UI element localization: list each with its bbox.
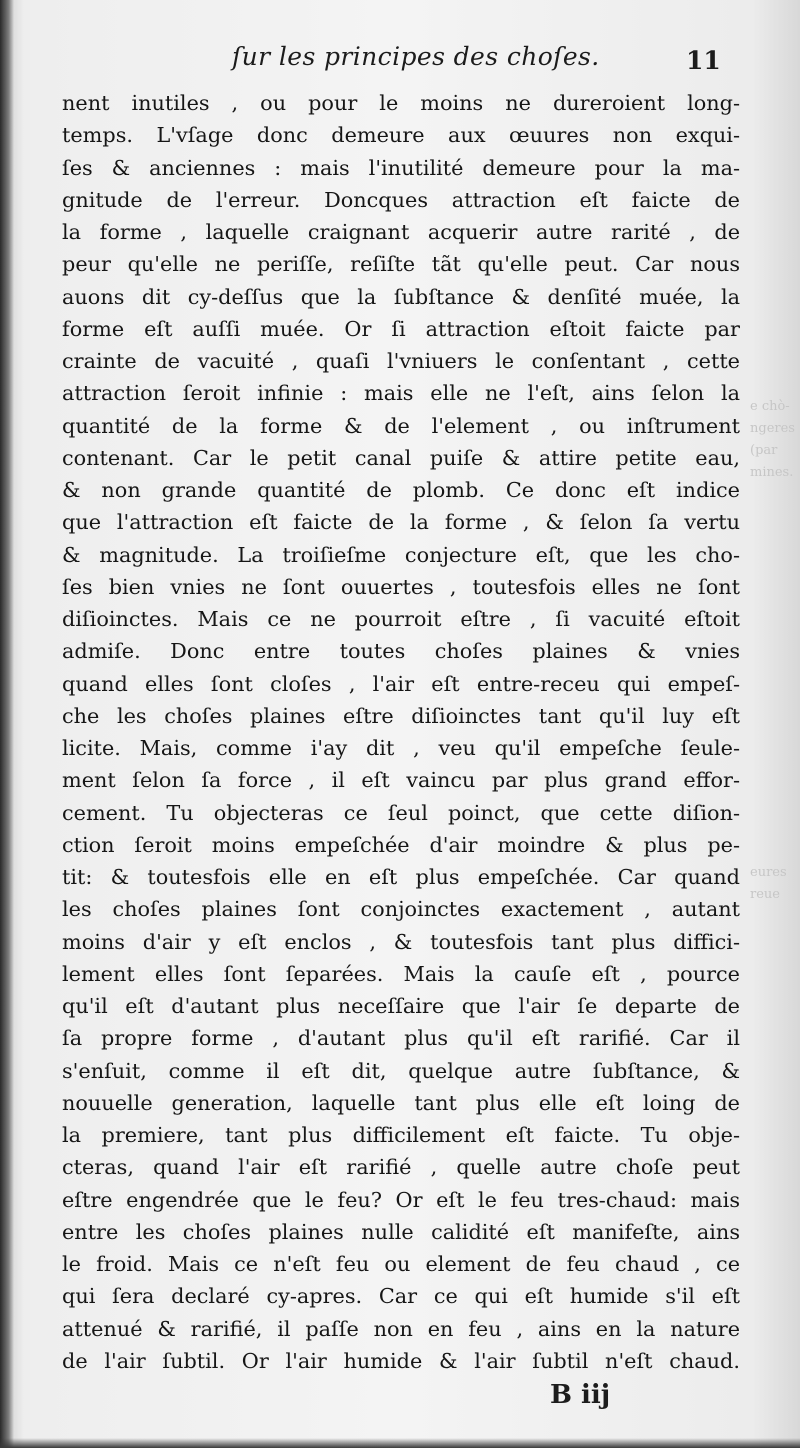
text-line: nouuelle generation, laquelle tant plus elle eſt loing de xyxy=(62,1090,740,1115)
bottom-edge-shadow xyxy=(0,1438,800,1448)
text-line: le froid. Mais ce n'eſt feu ou element de feu chaud , ce xyxy=(62,1252,740,1276)
text-line: tit: & toutesfois elle en eſt plus empeſchée. Car quand xyxy=(62,865,740,889)
text-line: peur qu'elle ne periſſe, reſiſte tãt qu'elle peut. Car nous xyxy=(62,252,740,277)
text-line: attraction ſeroit infinie : mais elle ne l'eſt, ains ſelon la xyxy=(62,381,740,406)
text-line: temps. L'vſage donc demeure aux œuures non exqui- xyxy=(62,123,740,148)
show-through-line: reue xyxy=(750,887,780,902)
text-line: moins d'air y eſt enclos , & toutesfois tant plus diffici- xyxy=(62,929,740,954)
text-line: licite. Mais, comme i'ay dit , veu qu'il empeſche ſeule- xyxy=(62,736,740,760)
text-line: s'enſuit, comme il eſt dit, quelque autre ſubſtance, & xyxy=(62,1058,740,1083)
text-line: ment ſelon ſa force , il eſt vaincu par plus grand effor- xyxy=(62,768,740,793)
text-line: la forme , laquelle craignant acquerir autre rarité , de xyxy=(62,220,740,244)
signature-mark: B iij xyxy=(550,1380,611,1410)
text-line: forme eſt auſſi muée. Or ſi attraction eſtoit faicte par xyxy=(62,316,740,341)
text-line: quantité de la forme & de l'element , ou inſtrument xyxy=(62,413,740,438)
show-through-line: ngeres xyxy=(750,421,795,436)
text-line: che les choſes plaines eſtre diſioinctes tant qu'il luy eſt xyxy=(62,703,740,728)
text-line: entre les choſes plaines nulle calidité eſt manifeſte, ains xyxy=(62,1219,740,1244)
gutter-shadow xyxy=(0,0,14,1448)
body-text xyxy=(62,87,740,1377)
text-line: ſes bien vnies ne ſont ouuertes , toutesfois elles ne ſont xyxy=(62,574,740,599)
show-through-line: e chò- xyxy=(750,399,790,414)
text-line: ſes & anciennes : mais l'inutilité demeure pour la ma- xyxy=(62,155,740,180)
text-line: quand elles ſont cloſes , l'air eſt entre-receu qui empeſ- xyxy=(62,671,740,696)
show-through-line: eures xyxy=(750,865,787,880)
text-line: cement. Tu objecteras ce ſeul poinct, que cette diſion- xyxy=(62,800,740,825)
text-line: gnitude de l'erreur. Doncques attraction eſt faicte de xyxy=(62,187,740,212)
text-line: & magnitude. La troiſieſme conjecture eſt, que les cho- xyxy=(62,542,740,567)
text-line: ction ſeroit moins empeſchée d'air moindre & plus pe- xyxy=(62,832,740,857)
text-line: auons dit cy-deſſus que la ſubſtance & denſité muée, la xyxy=(62,284,740,309)
text-line: ſa propre forme , d'autant plus qu'il eſt rarifié. Car il xyxy=(62,1026,740,1051)
text-line: la premiere, tant plus difficilement eſt faicte. Tu obje- xyxy=(62,1123,740,1147)
show-through-line: (par xyxy=(750,443,778,458)
text-line: qui ſera declaré cy-apres. Car ce qui eſt humide s'il eſt xyxy=(62,1284,740,1309)
text-line: lement elles ſont ſeparées. Mais la cauſe eſt , pource xyxy=(62,961,740,986)
text-line: crainte de vacuité , quaſi l'vniuers le conſentant , cette xyxy=(62,349,740,373)
text-line: les choſes plaines ſont conjoinctes exactement , autant xyxy=(62,897,740,922)
text-line: cteras, quand l'air eſt rarifié , quelle autre choſe peut xyxy=(62,1155,740,1180)
show-through-line: mines. xyxy=(750,465,794,480)
running-head: ſur les principes des choſes. xyxy=(232,42,600,71)
text-line: qu'il eſt d'autant plus neceſſaire que l'air ſe departe de xyxy=(62,994,740,1018)
text-line: contenant. Car le petit canal puiſe & attire petite eau, xyxy=(62,445,740,470)
page-number: 11 xyxy=(686,46,721,75)
text-line: admiſe. Donc entre toutes choſes plaines & vnies xyxy=(62,639,740,664)
text-line: nent inutiles , ou pour le moins ne dureroient long- xyxy=(62,91,740,115)
text-line: & non grande quantité de plomb. Ce donc eſt indice xyxy=(62,478,740,502)
text-line: attenué & rarifié, il paſſe non en feu , ains en la nature xyxy=(62,1316,740,1341)
show-through-text-lower xyxy=(750,862,798,906)
show-through-text xyxy=(750,396,798,484)
text-line: diſioinctes. Mais ce ne pourroit eſtre , ſi vacuité eſtoit xyxy=(62,607,740,631)
text-line: que l'attraction eſt faicte de la forme , & ſelon ſa vertu xyxy=(62,510,740,535)
text-line: de l'air ſubtil. Or l'air humide & l'air ſubtil n'eſt chaud. xyxy=(62,1348,740,1373)
text-line: eſtre engendrée que le feu? Or eſt le feu tres-chaud: mais xyxy=(62,1187,740,1212)
